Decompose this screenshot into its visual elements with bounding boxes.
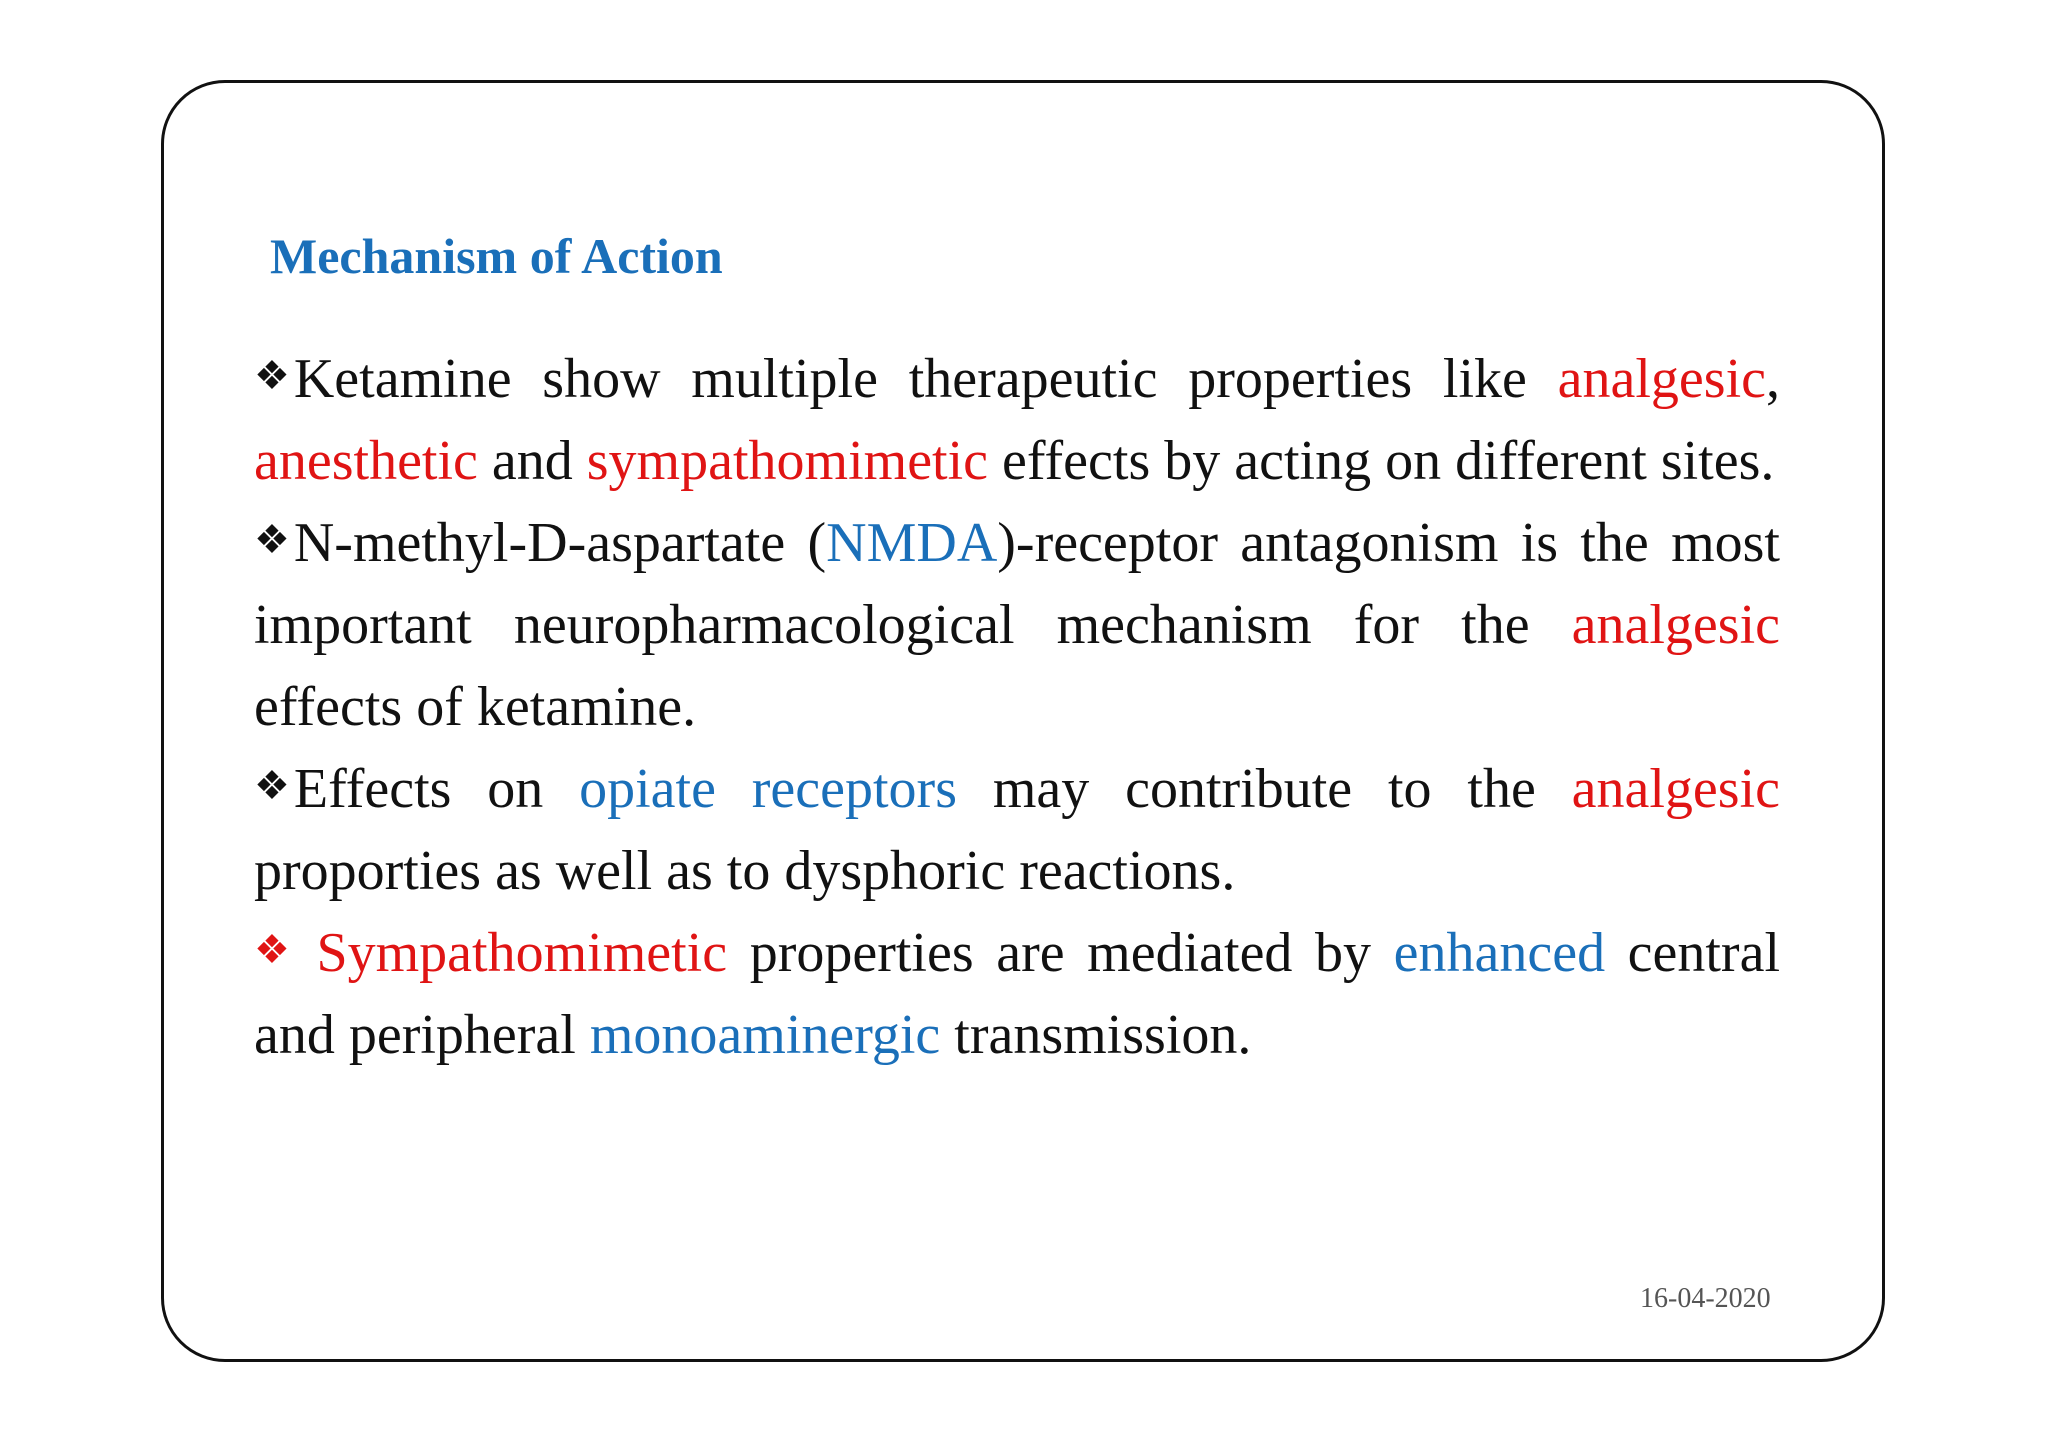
highlight-nmda: NMDA bbox=[826, 512, 998, 574]
bullet-text-segment: may contribute to the bbox=[957, 758, 1572, 820]
bullet-text-segment: Ketamine show multiple therapeutic properties like bbox=[293, 348, 1558, 410]
diamond-cluster-icon: ❖ bbox=[254, 763, 290, 808]
diamond-cluster-icon: ❖ bbox=[254, 517, 290, 562]
diamond-cluster-icon: ❖ bbox=[254, 927, 290, 972]
slide-date: 16-04-2020 bbox=[1640, 1283, 1771, 1314]
bullet-text-segment: effects of ketamine. bbox=[254, 676, 697, 738]
highlight-monoaminergic: monoaminergic bbox=[589, 1004, 941, 1066]
bullet-item-sympathomimetic bbox=[254, 912, 1780, 1076]
bullet-text-segment: transmission. bbox=[940, 1004, 1252, 1066]
bullet-text-segment: , bbox=[1766, 348, 1780, 410]
bullet-item-nmda-antagonism bbox=[254, 502, 1780, 748]
bullet-text-segment: central and peripheral bbox=[254, 922, 1780, 1066]
bullet-item-ketamine-properties bbox=[254, 338, 1780, 502]
highlight-analgesic: analgesic bbox=[1571, 758, 1780, 820]
bullet-text-segment: Effects on bbox=[293, 758, 580, 820]
bullet-text-segment: N-methyl-D-aspartate ( bbox=[293, 512, 827, 574]
diamond-cluster-icon: ❖ bbox=[254, 353, 290, 398]
bullet-item-opiate-receptors bbox=[254, 748, 1780, 912]
highlight-sympathomimetic: Sympathomimetic bbox=[293, 922, 728, 984]
highlight-anesthetic: anesthetic bbox=[254, 430, 478, 492]
highlight-enhanced: enhanced bbox=[1393, 922, 1606, 984]
highlight-analgesic: analgesic bbox=[1557, 348, 1766, 410]
highlight-sympathomimetic: sympathomimetic bbox=[586, 430, 989, 492]
bullet-text-segment: properties are mediated by bbox=[727, 922, 1394, 984]
bullet-text-segment: )-receptor antagonism is the most important neuropharmacological mechanism for the bbox=[254, 512, 1780, 656]
bullet-list bbox=[254, 338, 1780, 1076]
bullet-text-segment: effects by acting on different sites. bbox=[988, 430, 1775, 492]
bullet-text-segment: proporties as well as to dysphoric reactions. bbox=[254, 840, 1236, 902]
highlight-opiate-receptors: opiate receptors bbox=[579, 758, 957, 820]
bullet-text-segment: and bbox=[477, 430, 587, 492]
highlight-analgesic: analgesic bbox=[1571, 594, 1780, 656]
slide-title: Mechanism of Action bbox=[270, 228, 723, 284]
